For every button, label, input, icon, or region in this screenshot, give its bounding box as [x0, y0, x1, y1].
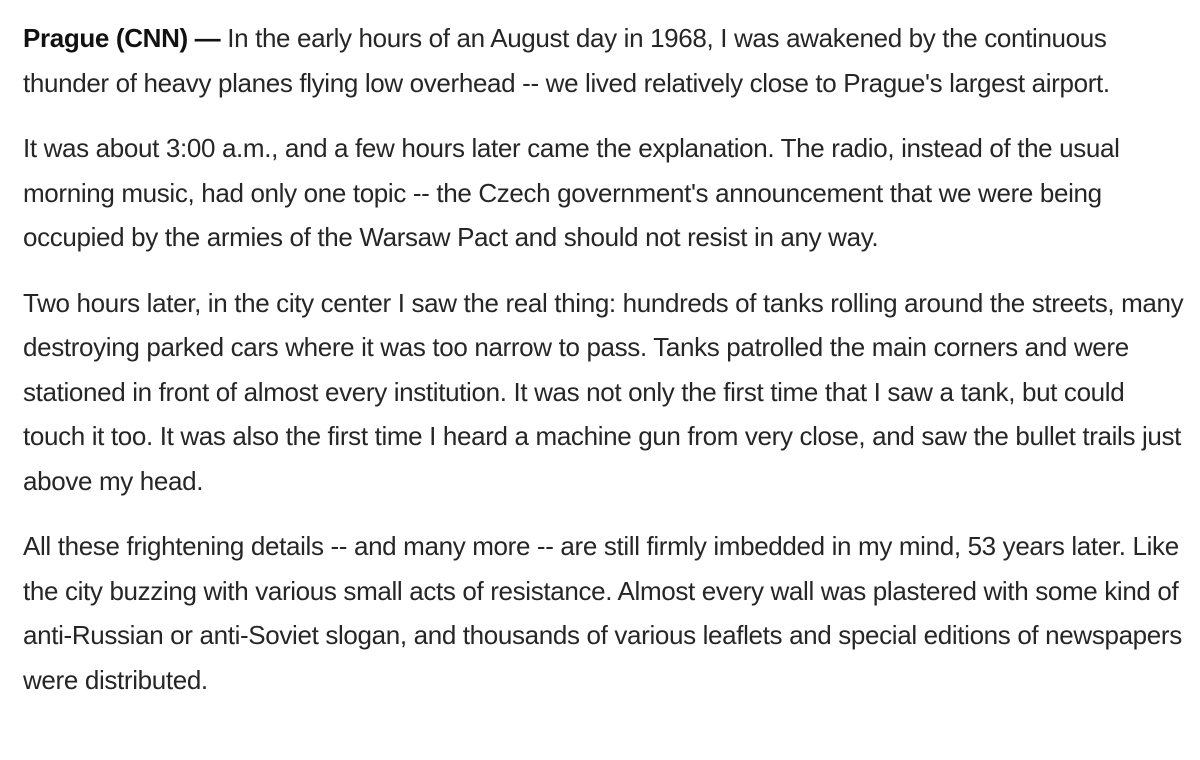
article-paragraph-1 — [23, 16, 1188, 105]
dateline: Prague (CNN) — — [23, 23, 221, 53]
article-paragraph-2: It was about 3:00 a.m., and a few hours later came the explanation. The radio, instead of the usual morning music, had only one topic -- the Czech government's announcement that we were being occupied by the armies of the Warsaw Pact and should not resist in any way. — [23, 133, 1120, 252]
article-paragraph-3: Two hours later, in the city center I saw the real thing: hundreds of tanks rolling around the streets, many destroying parked cars where it was too narrow to pass. Tanks patrolled the main corners and were stationed in front of almost every institution. It was not only the first time that I saw a tank, but could touch it too. It was also the first time I heard a machine gun from very close, and saw the bullet trails just above my head. — [23, 287, 1184, 496]
article-body — [23, 16, 1188, 723]
article-paragraph-4: All these frightening details -- and many more -- are still firmly imbedded in my mind, 53 years later. Like the city buzzing with various small acts of resistance. Almost every wall was plastered with some kind of anti-Russian or anti-Soviet slogan, and thousands of various leaflets and special editions of newspapers were distributed. — [23, 531, 1182, 695]
paragraph-text: In the early hours of an August day in 1968, I was awakened by the continuous thunder of heavy planes flying low overhead -- we lived relatively close to Prague's largest airport. — [23, 23, 1110, 98]
